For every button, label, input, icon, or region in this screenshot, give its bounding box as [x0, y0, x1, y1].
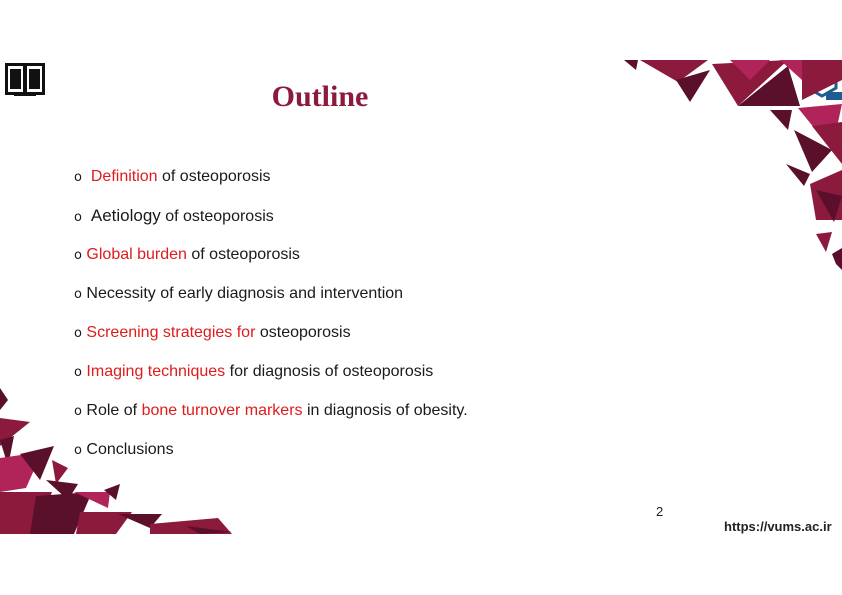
list-item [74, 439, 468, 478]
bullet-symbol: o [74, 170, 82, 185]
list-item [74, 244, 468, 283]
item-text: of osteoporosis [186, 246, 300, 263]
item-text: Necessity of early diagnosis and intervention [86, 285, 404, 302]
list-item [74, 400, 468, 439]
item-text: in diagnosis of obesity. [302, 402, 468, 419]
bullet-symbol: o [74, 365, 82, 380]
item-text: osteoporosis [255, 324, 351, 341]
item-text: for diagnosis of osteoporosis [225, 363, 434, 380]
item-highlight: Imaging techniques [86, 363, 226, 380]
item-highlight: Aetiology [90, 206, 161, 225]
item-highlight: Definition [90, 168, 158, 185]
website-url: https://vums.ac.ir [724, 519, 832, 534]
outline-list [74, 166, 468, 478]
bullet-symbol: o [74, 287, 82, 302]
slide-title: Outline [271, 80, 369, 113]
item-highlight: Screening strategies for [86, 324, 256, 341]
list-item [74, 205, 468, 244]
bullet-symbol: o [74, 443, 82, 458]
list-item [74, 283, 468, 322]
university-seal-logo [4, 62, 46, 98]
item-text: Conclusions [86, 441, 174, 458]
bullet-symbol: o [74, 404, 82, 419]
bullet-symbol: o [74, 248, 82, 263]
item-highlight: bone turnover markers [141, 402, 303, 419]
item-prefix: Role of [86, 402, 142, 419]
page-number: 2 [656, 504, 664, 519]
item-highlight: Global burden [86, 246, 187, 263]
item-text: of osteoporosis [157, 168, 271, 185]
bullet-symbol: o [74, 210, 82, 225]
decorative-triangles-top-right [620, 60, 842, 275]
list-item [74, 166, 468, 205]
list-item [74, 322, 468, 361]
item-text: of osteoporosis [160, 208, 274, 225]
bullet-symbol: o [74, 326, 82, 341]
list-item [74, 361, 468, 400]
